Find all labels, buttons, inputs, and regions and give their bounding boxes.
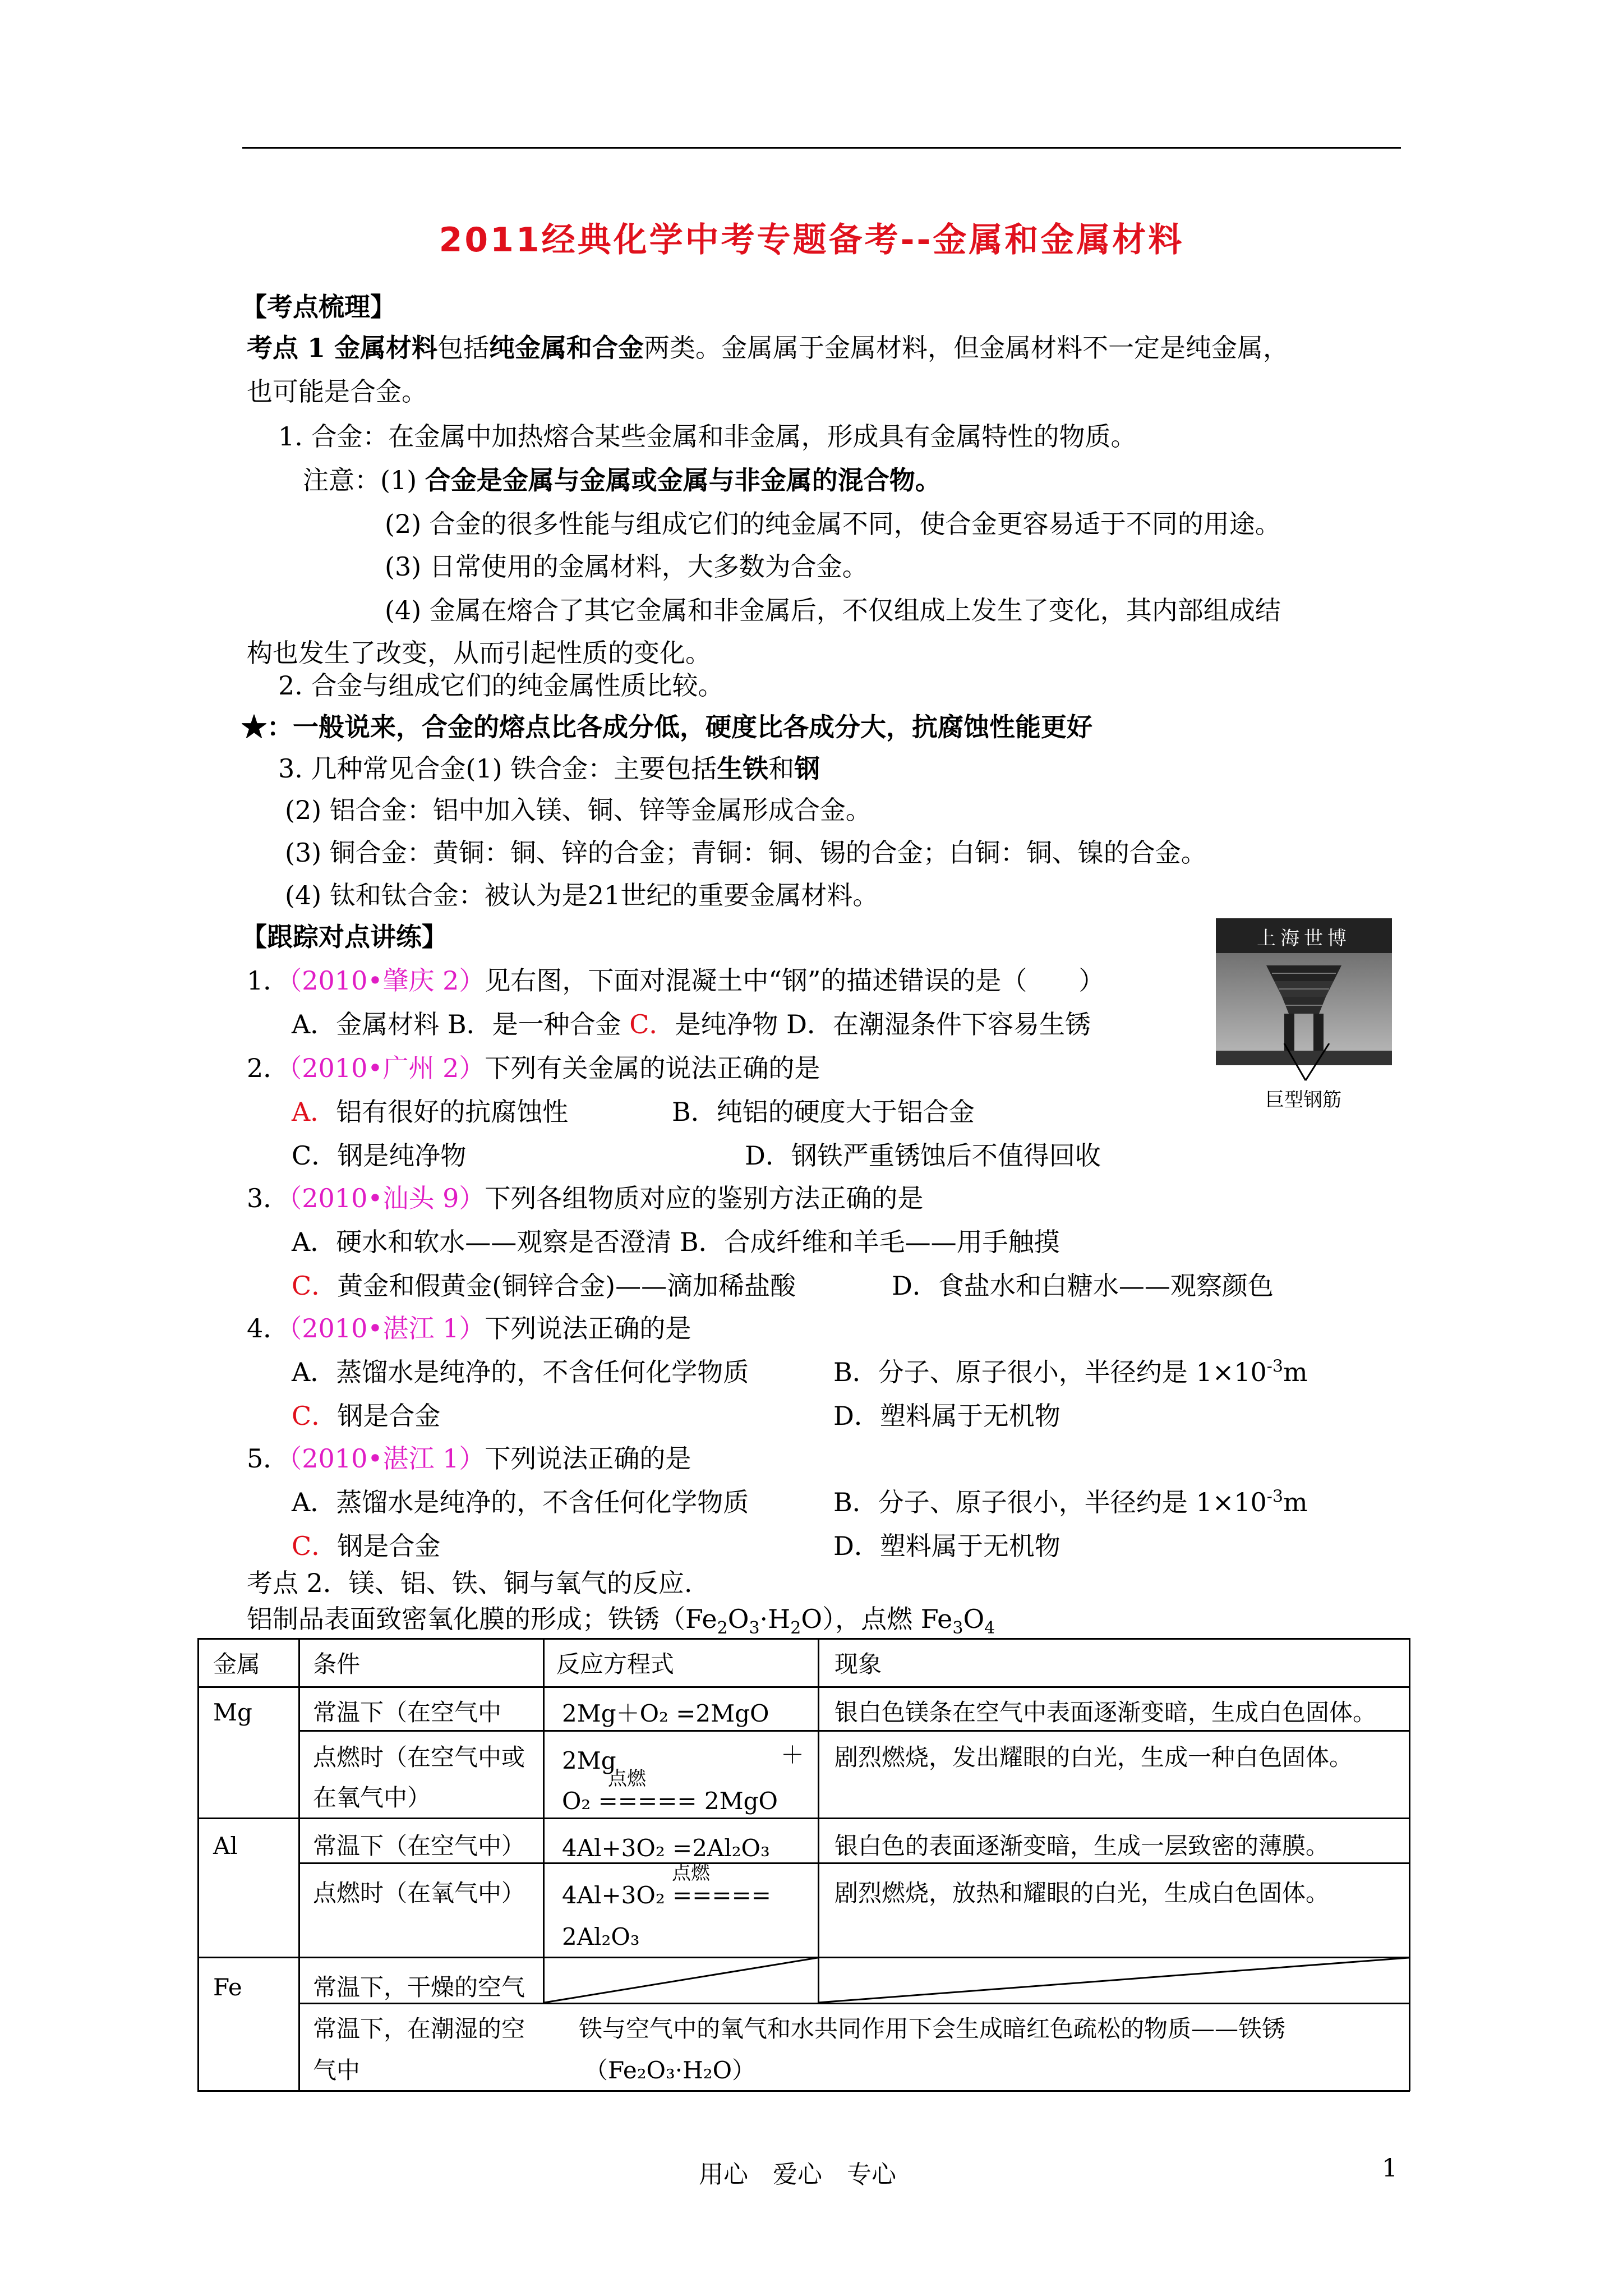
q4-c-text: 钢是合金 — [337, 1401, 441, 1431]
footer-motto: 用心 爱心 专心 — [699, 2160, 896, 2189]
fe-cond2b: 气中 — [313, 2056, 361, 2084]
point1-line — [247, 331, 1289, 365]
th-phenomenon: 现象 — [834, 1650, 882, 1678]
point1-t2: 两类。金属属于金属材料，但金属材料不一定是纯金属， — [644, 333, 1289, 363]
q5-b-pre: B．分子、原子很小，半径约是 1×10 — [833, 1487, 1267, 1517]
q5-opt-d: D．塑料属于无机物 — [833, 1531, 1061, 1561]
header-rule — [242, 147, 1401, 149]
note2: (2) 合金的很多性能与组成它们的纯金属不同，使合金更容易适于不同的用途。 — [385, 509, 1281, 539]
q3-c-text: 黄金和假黄金(铜锌合金)——滴加稀盐酸 — [337, 1271, 796, 1301]
point2-desc: 铝制品表面致密氧化膜的形成；铁锈$(Fe_2O_3\cdot H_2O)$，点燃 $Fe_3O_4$ — [247, 1604, 995, 1639]
question-4-stem — [247, 1312, 691, 1345]
cu-alloy: (3) 铜合金：黄铜：铜、锌的合金；青铜：铜、锡的合金；白铜：铜、镍的合金。 — [285, 838, 1207, 868]
fe-metal: Fe — [213, 1973, 242, 2001]
q5-c-text: 钢是合金 — [337, 1531, 441, 1561]
note1: 合金是金属与金属或金属与非金属的混合物。 — [425, 465, 941, 495]
mg-obs2: 剧烈燃烧，发出耀眼的白光，生成一种白色固体。 — [834, 1743, 1353, 1771]
q5-b-post: m — [1283, 1487, 1308, 1517]
q2-source: （2010•广州 2） — [289, 1053, 485, 1083]
mg-eq2-condition: 点燃 — [608, 1768, 646, 1790]
note4b: 构也发生了改变，从而引起性质的变化。 — [247, 638, 711, 668]
q5-opt-a: A．蒸馏水是纯净的，不含任何化学物质 — [292, 1487, 749, 1517]
q2-num: 2． — [247, 1053, 289, 1083]
q5-opt-b — [833, 1485, 1308, 1519]
q5-num: 5． — [247, 1443, 289, 1474]
page-title: 2011经典化学中考专题备考--金属和金属材料 — [439, 220, 1184, 260]
q5-stem: 下列说法正确的是 — [485, 1443, 691, 1474]
common-b2: 钢 — [794, 753, 820, 784]
q2-a-text: 铝有很好的抗腐蚀性 — [336, 1097, 569, 1127]
mg-eq2-plus: ＋ — [781, 1741, 805, 1769]
common-pre: 3. 几种常见合金(1) 铁合金：主要包括 — [278, 753, 717, 784]
al-obs2: 剧烈燃烧，放热和耀眼的白光，生成白色固体。 — [834, 1879, 1330, 1907]
p2-desc-end: O），点燃 Fe — [801, 1604, 953, 1634]
q5-c-letter: C． — [292, 1531, 338, 1561]
q4-b-pre: B．分子、原子很小，半径约是 1×10 — [833, 1357, 1267, 1387]
q4-c-letter: C． — [292, 1401, 338, 1431]
q5-b-sup: -3 — [1266, 1487, 1284, 1507]
fe-obs2a: 铁与空气中的氧气和水共同作用下会生成暗红色疏松的物质——铁锈 — [579, 2015, 1286, 2042]
section-heading-practice: 【跟踪对点讲练】 — [241, 922, 448, 952]
al-metal: Al — [213, 1832, 238, 1860]
th-condition: 条件 — [313, 1650, 361, 1678]
q4-opt-a: A．蒸馏水是纯净的，不含任何化学物质 — [292, 1357, 749, 1387]
q1-opt-ab: A．金属材料 B．是一种合金 — [292, 1009, 630, 1039]
q3-c-letter: C． — [292, 1271, 338, 1301]
ti-alloy: (4) 钛和钛合金：被认为是21世纪的重要金属材料。 — [285, 880, 879, 910]
mg-obs1: 银白色镁条在空气中表面逐渐变暗，生成白色固体。 — [834, 1699, 1377, 1726]
q4-num: 4． — [247, 1313, 289, 1343]
al-obs1: 银白色的表面逐渐变暗，生成一层致密的薄膜。 — [834, 1832, 1330, 1860]
th-equation: 反应方程式 — [556, 1650, 675, 1678]
mg-eq1: 2Mg＋O₂ =2MgO — [562, 1700, 769, 1727]
th-metal: 金属 — [213, 1650, 261, 1678]
q1-stem: 见右图，下面对混凝土中“钢”的描述错误的是（ ） — [485, 965, 1105, 996]
fe-cond1: 常温下，干燥的空气 — [313, 1973, 525, 2001]
point1-cont: 也可能是合金。 — [247, 376, 427, 407]
q3-num: 3． — [247, 1183, 289, 1213]
point1-label: 考点 1 — [247, 333, 335, 363]
rebar-pointer-lines — [1273, 1043, 1340, 1083]
q4-source: （2010•湛江 1） — [289, 1313, 485, 1343]
point2-title: 考点 2．镁、铝、铁、铜与氧气的反应. — [247, 1568, 693, 1598]
q1-num: 1． — [247, 965, 289, 996]
p2-desc-post: ·H — [759, 1604, 791, 1634]
q4-b-post: m — [1283, 1357, 1308, 1387]
reaction-table — [197, 1638, 1410, 2091]
note3: (3) 日常使用的金属材料，大多数为合金。 — [385, 551, 868, 582]
q5-source: （2010•湛江 1） — [289, 1443, 485, 1474]
question-1-options — [292, 1007, 1091, 1041]
q5-opt-c — [292, 1529, 440, 1563]
question-1-stem — [247, 964, 1104, 997]
mg-eq2b: O₂ ===== 2MgO — [562, 1787, 778, 1815]
photo-caption: 巨型钢筋 — [1265, 1089, 1341, 1111]
compare-line: 2. 合金与组成它们的纯金属性质比较。 — [278, 670, 724, 701]
alloy-definition: 1. 合金：在金属中加热熔合某些金属和非金属，形成具有金属特性的物质。 — [278, 421, 1137, 452]
mg-cond2b: 在氧气中） — [313, 1784, 431, 1811]
q4-opt-d: D．塑料属于无机物 — [833, 1401, 1061, 1431]
fe-dry-no-reaction-diagonals — [544, 1958, 1409, 2003]
al-alloy: (2) 铝合金：铝中加入镁、铜、锌等金属形成合金。 — [285, 795, 872, 825]
note-label: 注意：(1) — [303, 465, 425, 495]
al-cond1: 常温下（在空气中） — [313, 1832, 525, 1860]
photo-sign-text: 上海世博 — [1257, 927, 1351, 950]
q2-opt-a — [292, 1095, 568, 1129]
mg-cond2a: 点燃时（在空气中或 — [313, 1743, 525, 1771]
common-mid: 和 — [768, 753, 795, 784]
question-2-stem — [247, 1051, 820, 1085]
q3-opt-c — [292, 1269, 796, 1303]
fe-obs2b: （Fe₂O₃·H₂O） — [584, 2056, 756, 2084]
star-summary: ★：一般说来，合金的熔点比各成分低，硬度比各成分大，抗腐蚀性能更好 — [241, 712, 1092, 742]
point1-bold2: 纯金属和合金 — [489, 333, 644, 363]
page-number: 1 — [1382, 2154, 1398, 2183]
q3-opt-ab: A．硬水和软水——观察是否澄清 B．合成纤维和羊毛——用手触摸 — [292, 1227, 1060, 1257]
p2-desc-pre: 铝制品表面致密氧化膜的形成；铁锈（Fe — [247, 1604, 717, 1634]
mg-cond1: 常温下（在空气中 — [313, 1699, 502, 1726]
point1-t1: 包括 — [437, 333, 490, 363]
al-cond2: 点燃时（在氧气中） — [313, 1879, 525, 1907]
common-alloys-line — [278, 752, 820, 785]
al-eq1: 4Al+3O₂ =2Al₂O₃ — [562, 1834, 770, 1862]
q4-opt-b — [833, 1355, 1308, 1389]
q4-b-sup: -3 — [1266, 1356, 1284, 1377]
q2-opt-d: D．钢铁严重锈蚀后不值得回收 — [745, 1140, 1101, 1171]
note1-line — [303, 463, 941, 497]
fe-cond2a: 常温下，在潮湿的空 — [313, 2015, 525, 2042]
q2-a-letter: A． — [292, 1097, 336, 1127]
q3-stem: 下列各组物质对应的鉴别方法正确的是 — [485, 1183, 924, 1213]
q1-opt-c-letter: C． — [629, 1009, 675, 1039]
section-heading-review: 【考点梳理】 — [241, 292, 396, 322]
q4-opt-c — [292, 1399, 440, 1433]
p2-desc-mid: O — [727, 1604, 749, 1634]
al-eq2b: 2Al₂O₃ — [562, 1923, 640, 1950]
question-3-stem — [247, 1181, 923, 1215]
q1-source: （2010•肇庆 2） — [289, 965, 485, 996]
q4-stem: 下列说法正确的是 — [485, 1313, 691, 1343]
q3-opt-d: D．食盐水和白糖水——观察颜色 — [892, 1271, 1274, 1301]
mg-eq2a: 2Mg — [562, 1747, 616, 1774]
point1-bold1: 金属材料 — [334, 333, 438, 363]
p2-desc-end2: O — [963, 1604, 985, 1634]
mg-metal: Mg — [213, 1699, 252, 1726]
q2-opt-c: C．钢是纯净物 — [292, 1140, 467, 1171]
al-eq2a: 4Al+3O₂ ===== — [562, 1881, 771, 1909]
question-5-stem — [247, 1442, 691, 1475]
al-eq2-condition: 点燃 — [672, 1862, 710, 1884]
q1-opt-cd: 是纯净物 D．在潮湿条件下容易生锈 — [675, 1009, 1091, 1039]
common-b1: 生铁 — [717, 753, 769, 784]
note4a: (4) 金属在熔合了其它金属和非金属后，不仅组成上发生了变化，其内部组成结 — [385, 595, 1281, 625]
q2-opt-b: B．纯铝的硬度大于铝合金 — [672, 1097, 975, 1127]
q3-source: （2010•汕头 9） — [289, 1183, 485, 1213]
q2-stem: 下列有关金属的说法正确的是 — [485, 1053, 820, 1083]
